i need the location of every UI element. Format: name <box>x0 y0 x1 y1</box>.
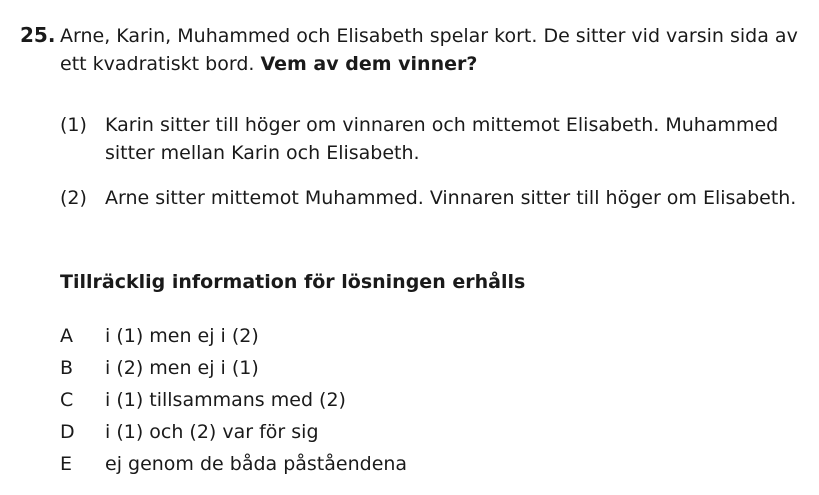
question-intro: Arne, Karin, Muhammed och Elisabeth spelar kort. De sitter vid varsin sida av ett kvadratiskt bord. <box>60 25 798 75</box>
option-c[interactable] <box>60 386 760 418</box>
question-number: 25. <box>20 23 56 47</box>
option-letter: E <box>60 453 73 475</box>
option-text: i (1) tillsammans med (2) <box>105 389 346 411</box>
statement-label: (2) <box>60 187 87 209</box>
option-e[interactable] <box>60 450 760 482</box>
options-heading: Tillräcklig information för lösningen erhålls <box>60 271 526 293</box>
option-letter: A <box>60 325 73 347</box>
statement-text: Karin sitter till höger om vinnaren och mittemot Elisabeth. Muhammed sitter mellan Karin och Elisabeth. <box>105 114 779 164</box>
option-text: ej genom de båda påståendena <box>105 453 408 475</box>
statement-2 <box>60 184 805 212</box>
statement-1 <box>60 111 805 167</box>
option-letter: B <box>60 357 74 379</box>
statement-text: Arne sitter mittemot Muhammed. Vinnaren sitter till höger om Elisabeth. <box>105 187 797 209</box>
question-text <box>60 22 805 78</box>
answer-options <box>60 322 760 482</box>
option-text: i (1) men ej i (2) <box>105 325 259 347</box>
option-a[interactable] <box>60 322 760 354</box>
option-text: i (2) men ej i (1) <box>105 357 259 379</box>
statement-label: (1) <box>60 114 87 136</box>
option-b[interactable] <box>60 354 760 386</box>
option-letter: C <box>60 389 74 411</box>
question-prompt: Vem av dem vinner? <box>260 53 478 75</box>
option-letter: D <box>60 421 75 443</box>
option-text: i (1) och (2) var för sig <box>105 421 319 443</box>
option-d[interactable] <box>60 418 760 450</box>
